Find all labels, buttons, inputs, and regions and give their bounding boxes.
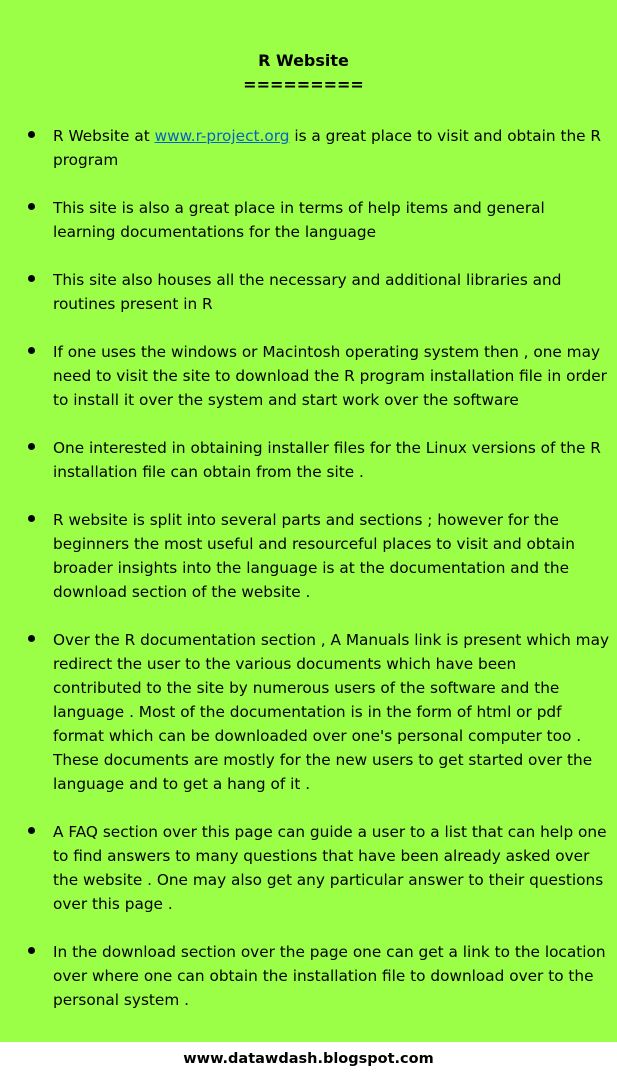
list-item	[0, 508, 617, 604]
bullet-dot-icon	[28, 515, 35, 522]
list-item	[0, 940, 617, 1012]
list-item-text: Over the R documentation section , A Manuals link is present which may redirect the user to the various documents which have been contributed to the site by numerous users of the software and the language . Most of the documentation is in the form of html or pdf format which can be downloaded over one's personal computer too . These documents are mostly for the new users to get started over the language and to get a hang of it .	[53, 631, 610, 793]
list-item-text-prefix: R Website at	[53, 127, 155, 145]
list-item-text-suffix: is a great place to visit and obtain the R program	[53, 127, 602, 169]
bullet-dot-icon	[28, 443, 35, 450]
list-item	[0, 628, 617, 796]
bullet-dot-icon	[28, 275, 35, 282]
list-item	[0, 124, 617, 172]
bullet-dot-icon	[28, 827, 35, 834]
list-item	[0, 196, 617, 244]
list-item	[0, 268, 617, 316]
list-item-text: A FAQ section over this page can guide a user to a list that can help one to find answers to many questions that have been already asked over the website . One may also get any particular answer to their questions over this page .	[53, 823, 607, 913]
list-item	[0, 820, 617, 916]
r-project-link[interactable]: www.r-project.org	[154, 127, 290, 145]
list-item-text: One interested in obtaining installer files for the Linux versions of the R installation file can obtain from the site .	[53, 439, 601, 481]
page-title: R Website	[258, 51, 349, 70]
list-item-text: In the download section over the page one can get a link to the location over where one can obtain the installation file to download over to the personal system .	[53, 943, 606, 1009]
bullet-dot-icon	[28, 203, 35, 210]
bullet-dot-icon	[28, 635, 35, 642]
bullet-dot-icon	[28, 131, 35, 138]
bullet-list	[0, 124, 617, 1036]
list-item	[0, 340, 617, 412]
list-item-text: R website is split into several parts and sections ; however for the beginners the most useful and resourceful places to visit and obtain broader insights into the language is at the documentation and the download section of the website .	[53, 511, 575, 601]
list-item-text: This site also houses all the necessary and additional libraries and routines present in R	[53, 271, 562, 313]
title-underline: =========	[243, 75, 364, 94]
bullet-dot-icon	[28, 947, 35, 954]
list-item-text: If one uses the windows or Macintosh operating system then , one may need to visit the site to download the R program installation file in order to install it over the system and start work over the software	[53, 343, 607, 409]
bullet-dot-icon	[28, 347, 35, 354]
list-item	[0, 436, 617, 484]
list-item-text: This site is also a great place in terms of help items and general learning documentations for the language	[53, 199, 545, 241]
footer-url: www.datawdash.blogspot.com	[183, 1051, 434, 1067]
